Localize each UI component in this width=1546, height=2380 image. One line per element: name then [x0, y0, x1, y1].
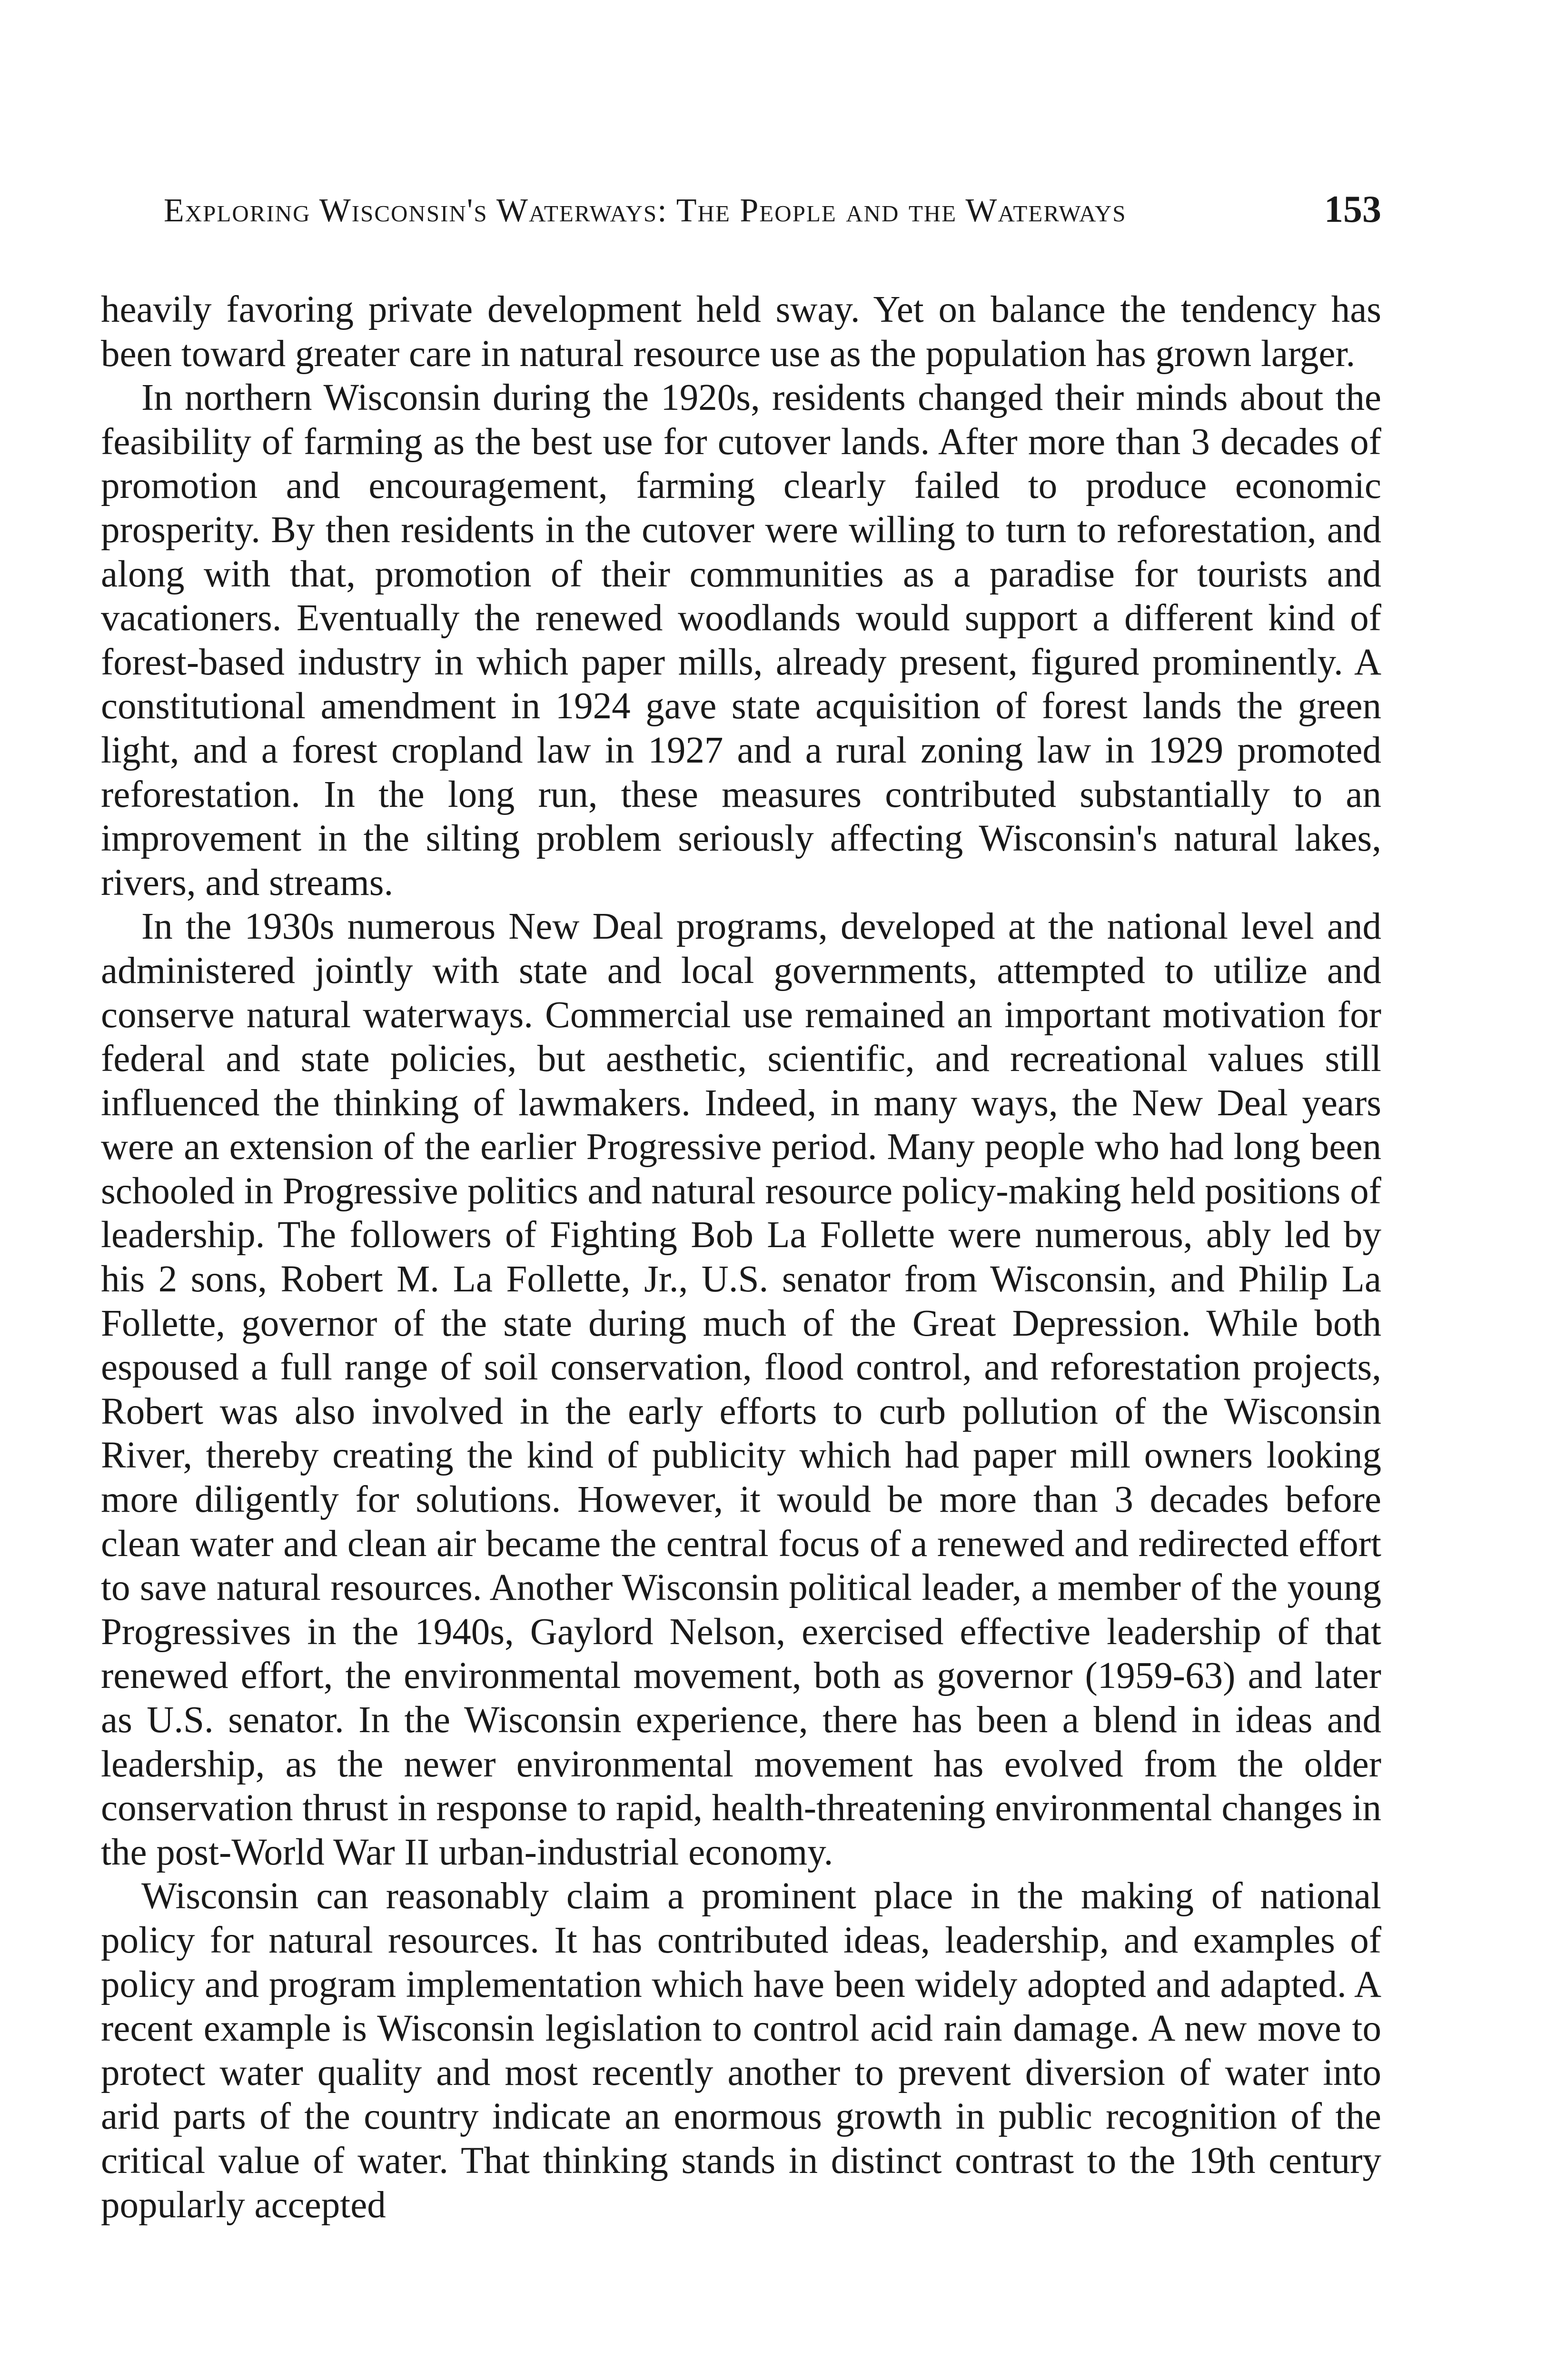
book-page — [101, 188, 1381, 2227]
page-number: 153 — [1324, 188, 1381, 230]
running-head — [101, 188, 1381, 240]
paragraph-new-deal: In the 1930s numerous New Deal programs, developed at the national level and administered jointly with state and local governments, attempted to utilize and conserve natural waterways. Commercial use remained an important motivation for federal and state policies, but aesthetic, scientific, and recreational values still influenced the thinking of lawmakers. Indeed, in many ways, the New Deal years were an extension of the earlier Progressive period. Many people who had long been schooled in Progressive politics and natural resource policy-making held positions of leadership. The followers of Fighting Bob La Follette were numerous, ably led by his 2 sons, Robert M. La Follette, Jr., U.S. senator from Wisconsin, and Philip La Follette, governor of the state during much of the Great Depression. While both espoused a full range of soil conservation, flood control, and reforestation projects, Robert was also involved in the early efforts to curb pollution of the Wisconsin River, thereby creating the kind of publicity which had paper mill owners looking more diligently for solutions. However, it would be more than 3 decades before clean water and clean air became the central focus of a renewed and redirected effort to save natural resources. Another Wisconsin political leader, a member of the young Progressives in the 1940s, Gaylord Nelson, exercised effective leadership of that renewed effort, the environmental movement, both as governor (1959-63) and later as U.S. senator. In the Wisconsin experience, there has been a blend in ideas and leadership, as the newer environmental movement has evolved from the older conservation thrust in response to rapid, health-threatening environmental changes in the post-World War II urban-industrial economy. — [101, 906, 1381, 1873]
running-title: Exploring Wisconsin's Waterways: The People and the Waterways — [164, 192, 1127, 229]
paragraph-northern-wisconsin: In northern Wisconsin during the 1920s, residents changed their minds about the feasibility of farming as the best use for cutover lands. After more than 3 decades of promotion and encouragement, farming clearly failed to produce economic prosperity. By then residents in the cutover were willing to turn to reforestation, and along with that, promotion of their communities as a paradise for tourists and vacationers. Eventually the renewed woodlands would support a different kind of forest-based industry in which paper mills, already present, figured prominently. A constitutional amendment in 1924 gave state acquisition of forest lands the green light, and a forest cropland law in 1927 and a rural zoning law in 1929 promoted reforestation. In the long run, these measures contributed substantially to an improvement in the silting problem seriously affecting Wisconsin's natural lakes, rivers, and streams. — [101, 377, 1381, 903]
body-text — [101, 288, 1381, 2227]
paragraph-national-policy: Wisconsin can reasonably claim a prominent place in the making of national policy for natural resources. It has contributed ideas, leadership, and examples of policy and program implementation which have been widely adopted and adapted. A recent example is Wisconsin legislation to control acid rain damage. A new move to protect water quality and most recently another to prevent diversion of water into arid parts of the country indicate an enormous growth in public recognition of the critical value of water. That thinking stands in distinct contrast to the 19th century popularly accepted — [101, 1875, 1381, 2226]
paragraph-continued: heavily favoring private development held sway. Yet on balance the tendency has been toward greater care in natural resource use as the population has grown larger. — [101, 289, 1381, 375]
